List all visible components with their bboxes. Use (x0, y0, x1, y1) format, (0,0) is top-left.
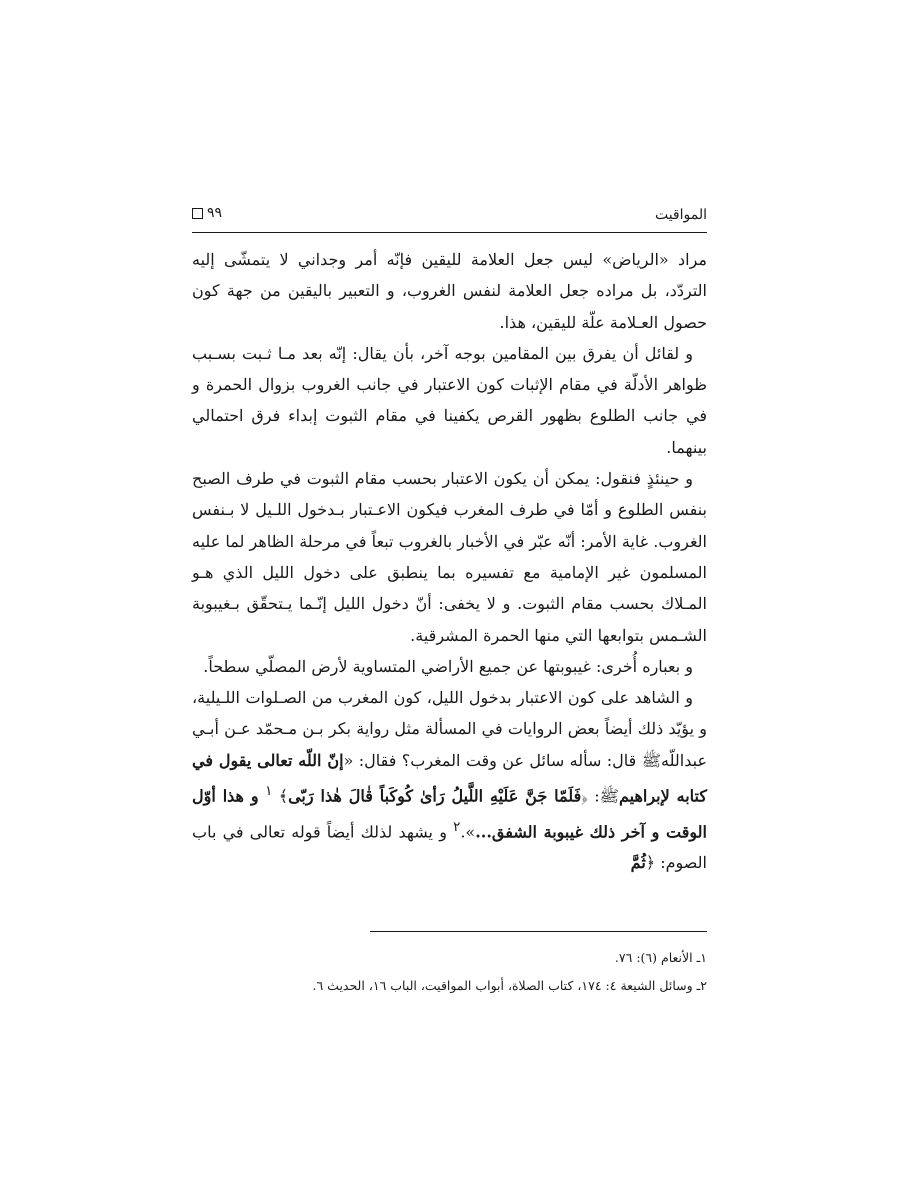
footnotes (192, 944, 707, 1000)
footnote-ref-1: ١ (265, 784, 273, 800)
paragraph-3: و حينئذٍ فنقول: يمكن أن يكون الاعتبار بحسب مقام الثبوت في طرف الصبح بنفس الطلوع و أمّا في طرف المغرب فيكون الاعـتبار بـدخول اللـيل لا بـنفس الغروب. غاية الأمر: أنّه عبّر في الأخبار بالغروب تبعاً في مرحلة الظاهر لما عليه المسلمون غير الإمامية مع تفسيره بما ينطبق على دخول الليل الذي هـو المـلاك بحسب مقام الثبوت. و لا يخفى: أنّ دخول الليل إنّـما يـتحقّق بـغيبوبة الشـمس بتوابعها التي منها الحمرة المشرقية. (192, 469, 707, 645)
chapter-title: المواقيت (654, 207, 707, 223)
text-segment: ». (460, 822, 476, 841)
quran-verse: ثُمَّ (630, 853, 646, 873)
honorific-glyph: ﷺ (599, 786, 619, 806)
text-segment: ﴾ (272, 786, 289, 806)
footnote-divider (370, 931, 707, 932)
paragraph-2: و لقائل أن يفرق بين المقامين بوجه آخر، بأن يقال: إنّه بعد مـا ثـبت بسـبب ظواهر الأدلّة في مقام الإثبات كون الاعتبار في جانب الغروب بزوال الحمرة و في جانب الطلوع بظهور القرص يكفينا في مقام الثبوت إبداء فرق احتمالي بينهما. (192, 343, 707, 457)
footnote-ref-2: ٢ (453, 819, 461, 835)
header-divider (192, 232, 707, 233)
honorific-glyph: ﷺ (641, 750, 662, 770)
page-number: ٩٩ (207, 205, 223, 221)
text-segment: و الشاهد على كون الاعتبار بدخول الليل، كون المغرب من الصـلوات اللـيلية، و يؤيّد ذلك أيضاً بعض الروايات في المسألة مثل رواية بكر بـن مـحمّد عـن أبـي عبداللّه (192, 688, 707, 770)
quran-verse: فَلَمّا جَنَّ عَلَيْهِ اللَّيلُ رَأىٰ كُوكَباً قٰالَ هٰذا رَبّى (288, 786, 582, 806)
text-segment: قال: سأله سائل عن وقت المغرب؟ فقال: « (343, 750, 642, 770)
paragraph-4: و بعباره أُخرى: غيبوبتها عن جميع الأراضي المتساوية لأرض المصلّي سطحاً. (203, 656, 693, 676)
hadith-quote: و هذا أوّل الوقت و آخر ذلك غيبوبة الشفق... (192, 786, 708, 841)
text-segment: : ﴿ (581, 786, 600, 806)
page-number-block (192, 205, 222, 221)
paragraph-1: مراد «الرياض» ليس جعل العلامة لليقين فإنّه أمر وجداني لا يتمشّى إليه التردّد، بل مراده جعل العلامة لنفس الغروب، و التعبير باليقين من جهة كون حصول العـلامة علّة لليقين، هذا. (192, 250, 707, 332)
footnote-1: ١ـ الأنعام (٦): ٧٦. (614, 950, 707, 965)
text-segment: و يشهد لذلك أيضاً قوله تعالى في باب الصوم: ﴿ (192, 822, 707, 873)
main-text (192, 244, 707, 879)
square-outline-icon (192, 208, 203, 219)
hadith-quote: إنّ اللّه تعالى يقول في كتابه لإبراهيم (192, 750, 708, 806)
footnote-2: ٢ـ وسائل الشيعة ٤: ١٧٤، كتاب الصلاة، أبواب المواقيت، الباب ١٦، الحديث ٦. (312, 978, 707, 993)
paragraph-5 (192, 682, 707, 878)
running-header (192, 203, 707, 229)
